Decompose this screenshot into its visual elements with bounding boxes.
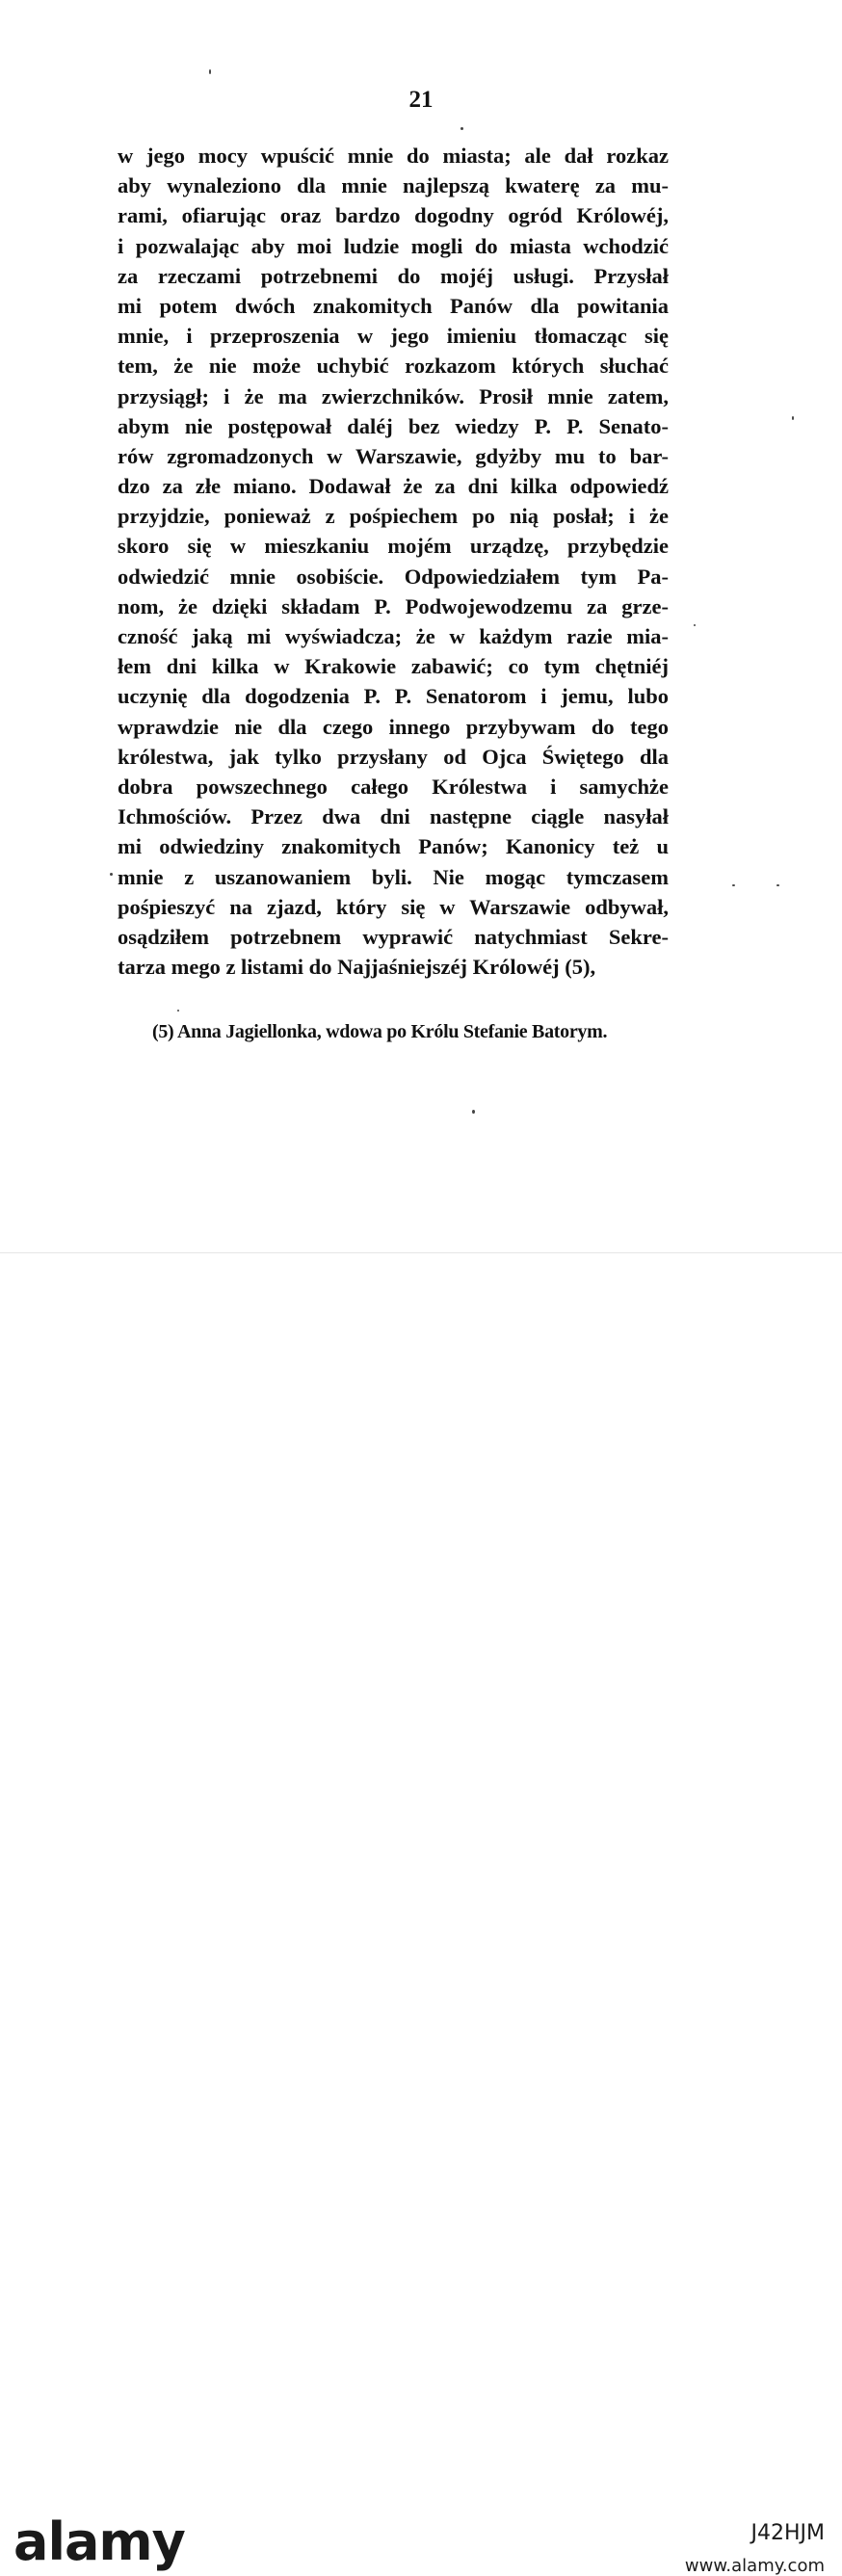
page-number: 21 [408, 87, 434, 113]
text-line: osądziłem potrzebnem wyprawić natychmiast Sekre- [118, 924, 669, 949]
scan-speck [110, 873, 113, 876]
text-line: królestwa, jak tylko przysłany od Ojca Świętego dla [118, 744, 669, 769]
text-line: aby wynaleziono dla mnie najlepszą kwaterę za mu- [118, 173, 669, 198]
text-line: mnie z uszanowaniem byli. Nie mogąc tymczasem [118, 864, 669, 889]
scan-speck [472, 1110, 475, 1114]
scan-speck [177, 1010, 179, 1012]
site-url: www.alamy.com [684, 2556, 825, 2576]
book-page [0, 0, 842, 1252]
text-line: tarza mego z listami do Najjaśniejszéj Królowéj (5), [118, 955, 596, 980]
text-line: mi odwiedziny znakomitych Panów; Kanonicy też u [118, 834, 669, 859]
scan-speck [694, 624, 696, 626]
text-line: czność jaką mi wyświadcza; że w każdym razie mia- [118, 624, 669, 648]
text-line: mi potem dwóch znakomitych Panów dla powitania [118, 293, 669, 318]
text-line: przyjdzie, ponieważ z pośpiechem po nią posłał; i że [118, 504, 669, 529]
scan-speck [209, 69, 211, 74]
text-line: mnie, i przeproszenia w jego imieniu tłomacząc się [118, 324, 669, 349]
text-line: dobra powszechnego całego Królestwa i samychże [118, 774, 669, 799]
text-line: pośpieszyć na zjazd, który się w Warszawie odbywał, [118, 894, 669, 919]
text-line: Ichmościów. Przez dwa dni następne ciągle nasyłał [118, 804, 669, 829]
body-text [118, 141, 669, 982]
text-line: wprawdzie nie dla czego innego przybywam do tego [118, 714, 669, 739]
text-line: abym nie postępował daléj bez wiedzy P. P. Senato- [118, 413, 669, 438]
text-line: odwiedzić mnie osobiście. Odpowiedziałem tym Pa- [118, 564, 669, 589]
scan-speck [776, 884, 779, 886]
text-line: tem, że nie może uchybić rozkazom których słuchać [118, 354, 669, 379]
watermark-banner [0, 1252, 842, 2576]
text-line: za rzeczami potrzebnemi do mojéj usługi. Przysłał [118, 263, 669, 288]
stock-id: J42HJM [750, 2521, 825, 2545]
text-line: łem dni kilka w Krakowie zabawić; co tym chętniéj [118, 654, 669, 679]
text-line: nom, że dzięki składam P. Podwojewodzemu za grze- [118, 593, 669, 618]
text-line: uczynię dla dogodzenia P. P. Senatorom i jemu, lubo [118, 684, 669, 709]
text-line: skoro się w mieszkaniu mojém urządzę, przybędzie [118, 534, 669, 559]
scan-speck [792, 416, 794, 420]
text-line: przysiągł; i że ma zwierzchników. Prosił mnie zatem, [118, 383, 669, 408]
scan-speck [732, 884, 735, 886]
text-line: i pozwalając aby moi ludzie mogli do miasta wchodzić [118, 233, 669, 258]
text-line: rami, ofiarując oraz bardzo dogodny ogród Królowéj, [118, 203, 669, 228]
text-line: rów zgromadzonych w Warszawie, gdyżby mu to bar- [118, 443, 669, 468]
text-line: dzo za złe miano. Dodawał że za dni kilka odpowiedź [118, 474, 669, 499]
scan-speck [460, 127, 463, 130]
alamy-logo: alamy [13, 2511, 185, 2572]
footnote: (5) Anna Jagiellonka, wdowa po Królu Stefanie Batorym. [152, 1021, 608, 1042]
text-line: w jego mocy wpuścić mnie do miasta; ale dał rozkaz [118, 144, 669, 168]
